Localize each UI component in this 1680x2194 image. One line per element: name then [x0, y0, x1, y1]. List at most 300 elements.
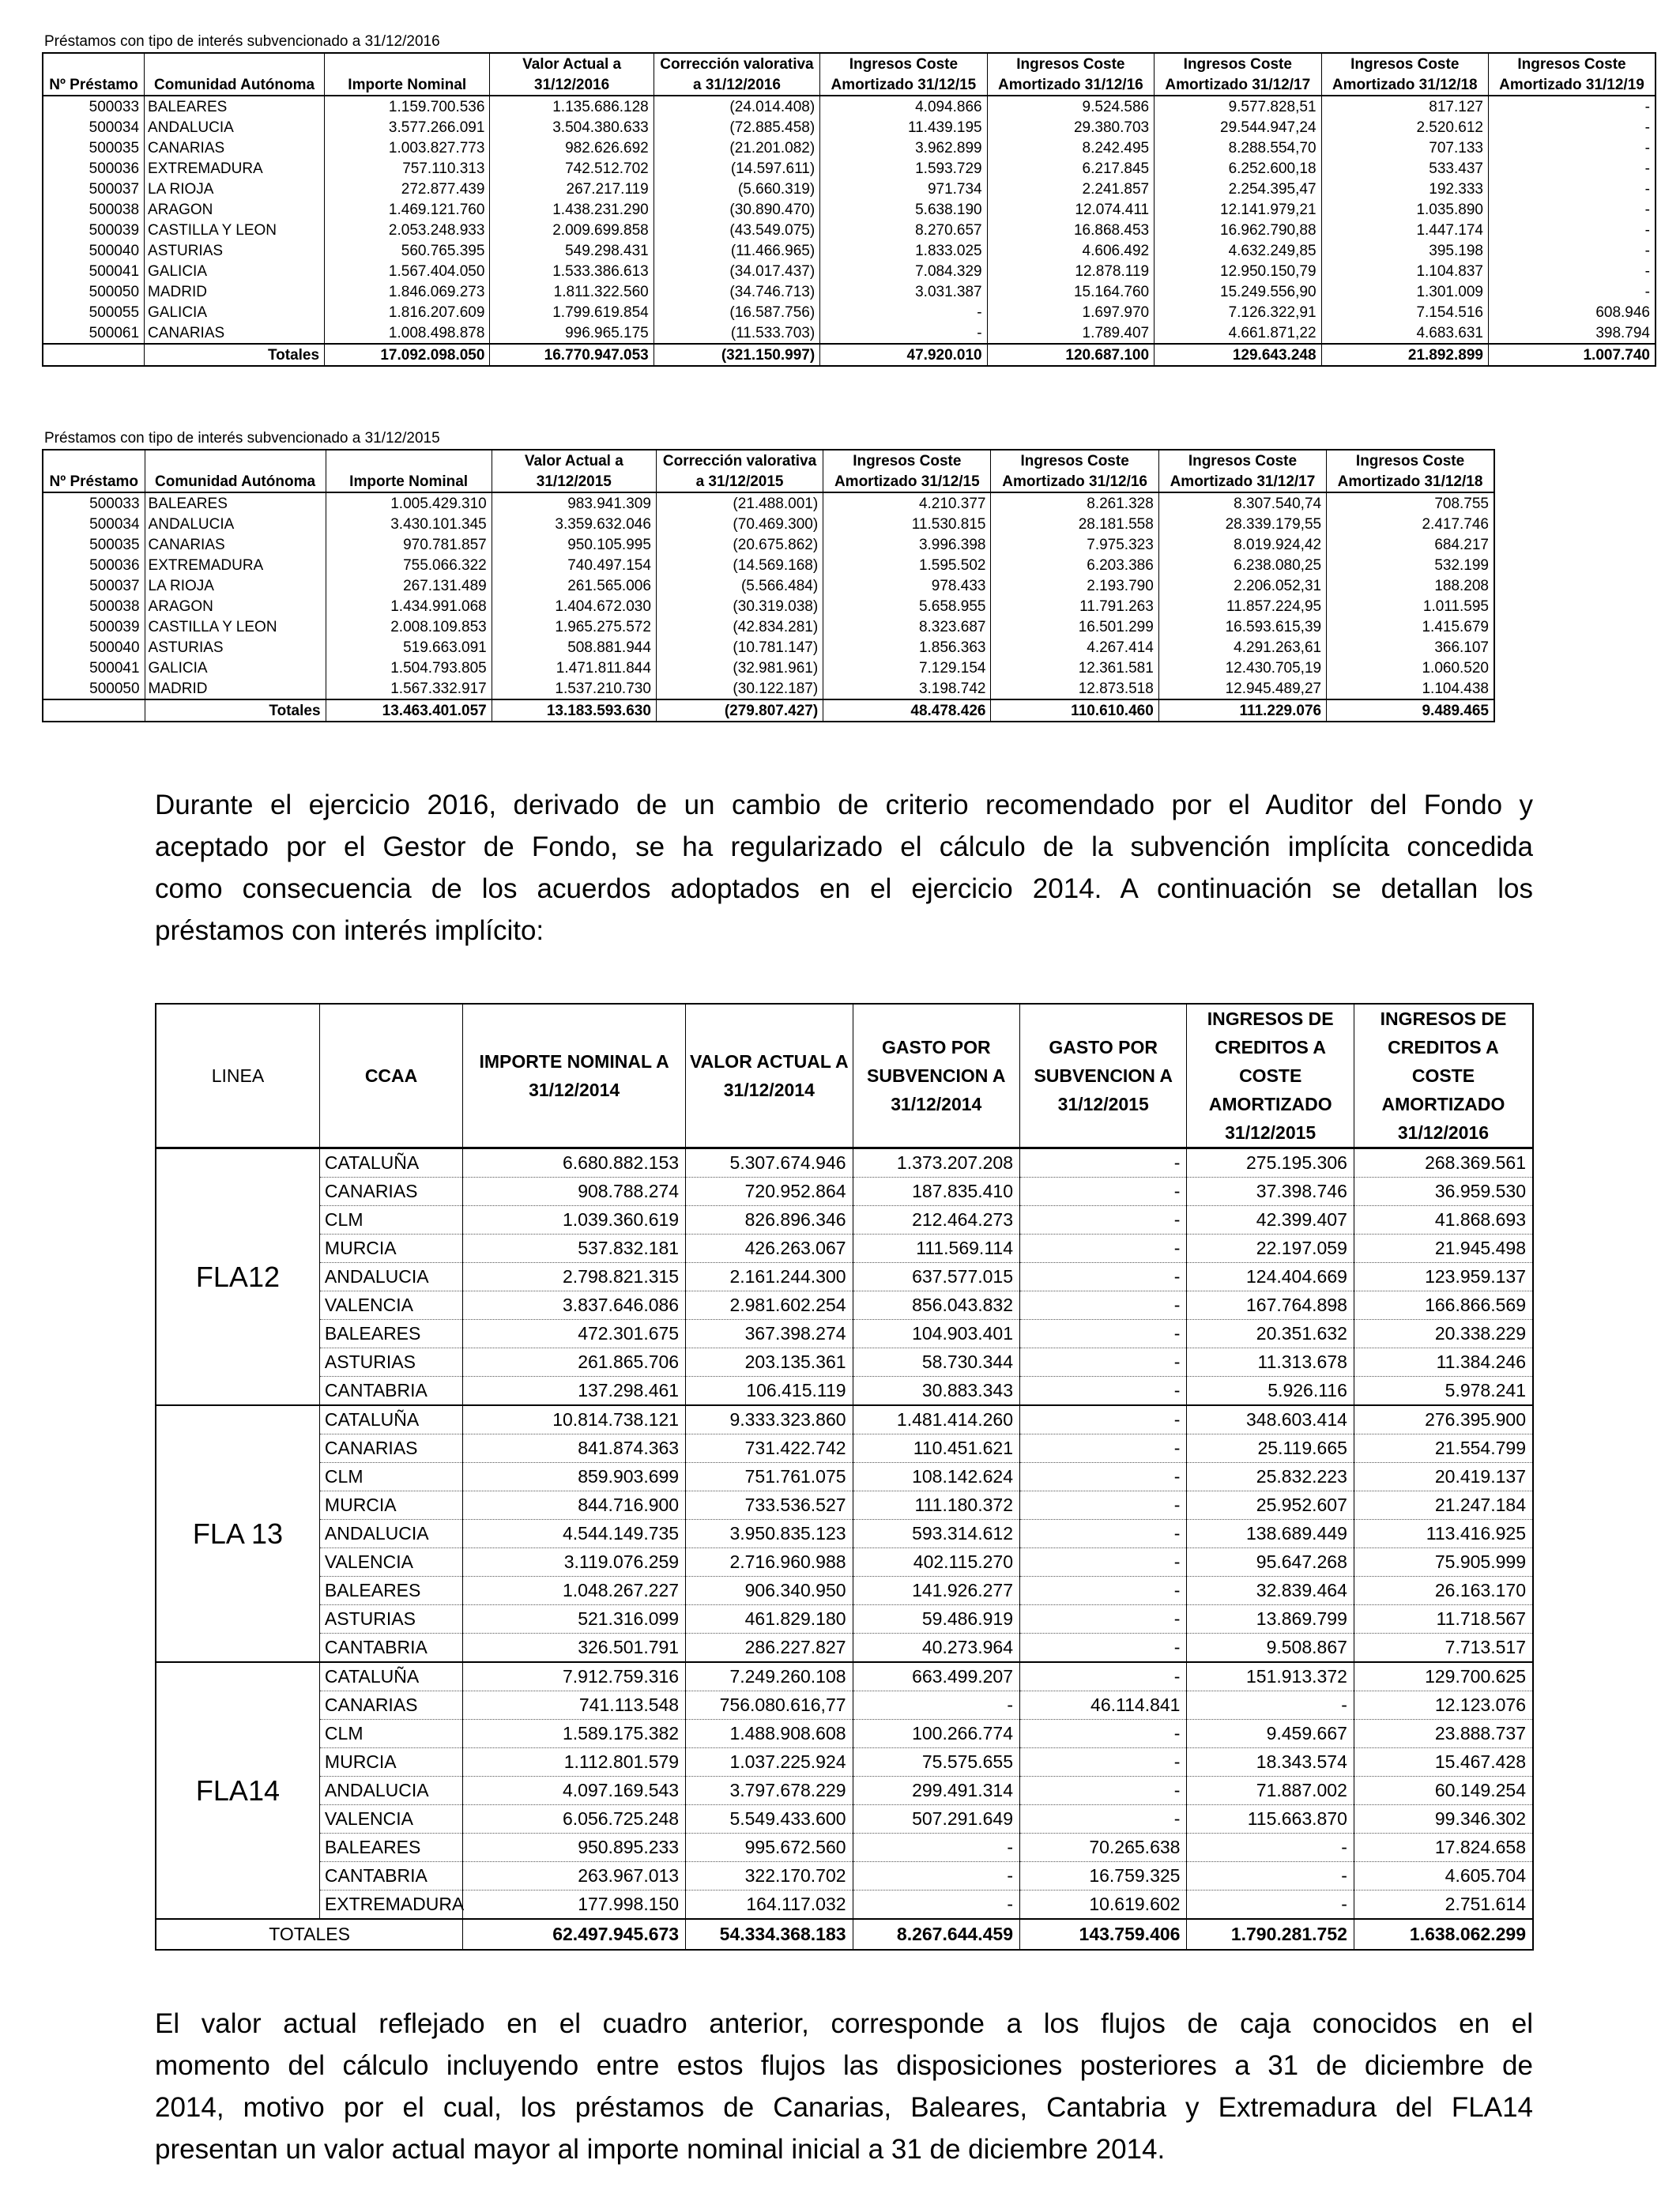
- table-cell: 6.680.882.153: [463, 1148, 686, 1178]
- table-cell: -: [1488, 158, 1656, 179]
- column-header: Amortizado 31/12/17: [1158, 471, 1326, 492]
- table-cell: 950.895.233: [463, 1834, 686, 1862]
- table-cell: 4.097.169.543: [463, 1777, 686, 1805]
- table-cell: 275.195.306: [1187, 1148, 1354, 1178]
- table-cell: 500055: [89, 304, 140, 321]
- column-header-line: 31/12/2016: [1397, 1122, 1490, 1143]
- table-cell: 12.074.411: [987, 199, 1154, 220]
- table-cell: 533.437: [1321, 158, 1488, 179]
- table-cell: 212.464.273: [853, 1206, 1019, 1235]
- table-cell: -: [1488, 138, 1656, 158]
- table-row: [156, 1520, 1533, 1548]
- table-cell: -: [1020, 1320, 1187, 1348]
- column-header: [43, 53, 145, 74]
- line-label: FLA14: [156, 1662, 319, 1919]
- table-cell: VALENCIA: [319, 1548, 462, 1577]
- table-cell: -: [1488, 281, 1656, 302]
- table-cell: 59.486.919: [853, 1605, 1019, 1634]
- table-row: [43, 158, 1656, 179]
- table-cell: CANARIAS: [145, 534, 326, 555]
- column-header: Nº Préstamo: [43, 471, 145, 492]
- table-cell: 2.206.052,31: [1158, 575, 1326, 596]
- table-cell: 299.491.314: [853, 1777, 1019, 1805]
- table-cell: 20.338.229: [1354, 1320, 1533, 1348]
- table-cell: -: [1187, 1691, 1354, 1720]
- table-cell: CATALUÑA: [319, 1405, 462, 1434]
- table-row: [43, 637, 1494, 658]
- table-cell: 3.119.076.259: [463, 1548, 686, 1577]
- table-cell: 2.254.395,47: [1155, 179, 1321, 199]
- table-row: [43, 322, 1656, 344]
- column-header: 31/12/2016: [490, 74, 654, 96]
- totals-cell: 21.892.899: [1321, 344, 1488, 366]
- table-cell: 4.605.704: [1354, 1862, 1533, 1891]
- table-cell: 4.606.492: [987, 240, 1154, 261]
- table-cell: 28.181.558: [991, 514, 1158, 534]
- table-cell: CANARIAS: [319, 1178, 462, 1206]
- table-cell: 472.301.675: [463, 1320, 686, 1348]
- table-row: [156, 1377, 1533, 1406]
- totals-cell: 9.489.465: [1327, 699, 1494, 722]
- column-header: Ingresos Coste: [820, 53, 987, 74]
- table-cell: 1.537.210.730: [492, 678, 656, 699]
- table-cell: 12.945.489,27: [1158, 678, 1326, 699]
- table-cell: -: [1020, 1148, 1187, 1178]
- column-header-line: GASTO POR: [881, 1037, 991, 1057]
- totals-label: TOTALES: [156, 1919, 463, 1950]
- table-cell: 1.005.429.310: [326, 492, 492, 514]
- table-cell: 7.084.329: [820, 261, 987, 281]
- table-cell: 500040: [89, 243, 140, 259]
- table-cell: 15.467.428: [1354, 1748, 1533, 1777]
- table-cell: 164.117.032: [686, 1891, 853, 1920]
- table-cell: 12.361.581: [991, 658, 1158, 678]
- table-cell: 500040: [89, 639, 140, 656]
- table-cell: 106.415.119: [686, 1377, 853, 1406]
- table-cell: -: [1488, 117, 1656, 138]
- totals-spacer: [43, 699, 145, 722]
- table-cell: 608.946: [1488, 302, 1656, 322]
- table-cell: 23.888.737: [1354, 1720, 1533, 1748]
- table-cell: 1.301.009: [1321, 281, 1488, 302]
- table-cell: 1.965.275.572: [492, 616, 656, 637]
- table-cell: 1.159.700.536: [325, 96, 490, 117]
- table-cell: CANARIAS: [145, 322, 325, 344]
- table-cell: -: [853, 1834, 1019, 1862]
- table-row: [43, 575, 1494, 596]
- table-cell: 500039: [89, 619, 140, 635]
- table-cell: 3.797.678.229: [686, 1777, 853, 1805]
- table-cell: ANDALUCIA: [145, 117, 325, 138]
- table-cell: 2.716.960.988: [686, 1548, 853, 1577]
- table-row: [43, 678, 1494, 699]
- column-header: Ingresos Coste: [1155, 53, 1321, 74]
- table-cell: 115.663.870: [1187, 1805, 1354, 1834]
- table-cell: 5.658.955: [823, 596, 991, 616]
- line-label: FLA 13: [156, 1405, 319, 1662]
- table-cell: 707.133: [1321, 138, 1488, 158]
- table-row: [156, 1548, 1533, 1577]
- column-header: Corrección valorativa: [656, 450, 823, 471]
- table-cell: 124.404.669: [1187, 1263, 1354, 1291]
- table-cell: 20.351.632: [1187, 1320, 1354, 1348]
- table-cell: 6.217.845: [987, 158, 1154, 179]
- table-cell: 971.734: [820, 179, 987, 199]
- table-row: [156, 1891, 1533, 1920]
- table-cell: 7.249.260.108: [686, 1662, 853, 1691]
- table-cell: 8.019.924,42: [1158, 534, 1326, 555]
- table-cell: 500034: [89, 516, 140, 533]
- table-cell: 500038: [89, 598, 140, 615]
- table-row: [43, 534, 1494, 555]
- column-header: [145, 450, 326, 471]
- column-header-line: SUBVENCION A: [867, 1065, 1006, 1086]
- column-header: Amortizado 31/12/19: [1488, 74, 1656, 96]
- table-cell: 188.208: [1327, 575, 1494, 596]
- table-cell: 1.816.207.609: [325, 302, 490, 322]
- table-cell: 1.533.386.613: [490, 261, 654, 281]
- table-cell: BALEARES: [319, 1577, 462, 1605]
- table-cell: 11.439.195: [820, 117, 987, 138]
- table-cell: 708.755: [1327, 492, 1494, 514]
- table-cell: 1.567.404.050: [325, 261, 490, 281]
- paragraph-line: 2014, motivo por el cual, los préstamos de Canarias, Baleares, Cantabria y Extremadura del FLA14: [155, 2092, 1533, 2123]
- table-cell: 5.638.190: [820, 199, 987, 220]
- table-cell: 348.603.414: [1187, 1405, 1354, 1434]
- table-cell: 7.975.323: [991, 534, 1158, 555]
- table-cell: -: [1187, 1891, 1354, 1920]
- table-cell: 1.104.837: [1321, 261, 1488, 281]
- table-cell: 8.261.328: [991, 492, 1158, 514]
- table-cell: 740.497.154: [492, 555, 656, 575]
- table-cell: 104.903.401: [853, 1320, 1019, 1348]
- table-cell: -: [1020, 1491, 1187, 1520]
- table-cell: 2.161.244.300: [686, 1263, 853, 1291]
- paragraph-present-value: [155, 2003, 1533, 2170]
- paragraph-line: El valor actual reflejado en el cuadro anterior, corresponde a los flujos de caja conocidos en el: [155, 2008, 1533, 2039]
- column-header: Amortizado 31/12/15: [820, 74, 987, 96]
- table-cell: 8.307.540,74: [1158, 492, 1326, 514]
- header-row: [156, 1004, 1533, 1148]
- column-header: Ingresos Coste: [987, 53, 1154, 74]
- table-cell: 9.459.667: [1187, 1720, 1354, 1748]
- table-cell: 906.340.950: [686, 1577, 853, 1605]
- column-header: Amortizado 31/12/18: [1321, 74, 1488, 96]
- table-cell: 95.647.268: [1187, 1548, 1354, 1577]
- table-cell: BALEARES: [319, 1320, 462, 1348]
- table-cell: 500033: [89, 496, 140, 512]
- column-header: Corrección valorativa: [654, 53, 819, 74]
- table-row: [43, 199, 1656, 220]
- table-cell: 1.504.793.805: [326, 658, 492, 678]
- table-cell: ARAGON: [145, 199, 325, 220]
- table-cell: 25.832.223: [1187, 1463, 1354, 1491]
- table-cell: 17.824.658: [1354, 1834, 1533, 1862]
- column-header-line: CREDITOS A COSTE: [1388, 1037, 1499, 1086]
- table-cell: 25.952.607: [1187, 1491, 1354, 1520]
- totals-cell: 1.790.281.752: [1187, 1919, 1354, 1950]
- column-header-line: AMORTIZADO: [1208, 1094, 1332, 1114]
- table-cell: 1.447.174: [1321, 220, 1488, 240]
- table-cell: 684.217: [1327, 534, 1494, 555]
- table-cell: 2.193.790: [991, 575, 1158, 596]
- header-row: [43, 450, 1494, 471]
- table-cell: 7.713.517: [1354, 1634, 1533, 1663]
- table-cell: ASTURIAS: [145, 637, 326, 658]
- column-header-line: 31/12/2014: [529, 1080, 620, 1100]
- table-cell: 8.242.495: [987, 138, 1154, 158]
- table-cell: CANARIAS: [319, 1434, 462, 1463]
- table-cell: 11.530.815: [823, 514, 991, 534]
- table-cell: 1.104.438: [1327, 678, 1494, 699]
- table-row: [156, 1178, 1533, 1206]
- table-cell: 593.314.612: [853, 1520, 1019, 1548]
- totals-cell: 47.920.010: [820, 344, 987, 366]
- table-cell: -: [1020, 1777, 1187, 1805]
- column-header: Ingresos Coste: [991, 450, 1158, 471]
- column-header: Valor Actual a: [490, 53, 654, 74]
- table-cell: 7.126.322,91: [1155, 302, 1321, 322]
- table-cell: 500041: [89, 263, 140, 280]
- table-cell: 3.837.646.086: [463, 1291, 686, 1320]
- table-cell: 111.180.372: [853, 1491, 1019, 1520]
- table-cell: -: [1020, 1434, 1187, 1463]
- table-cell: BALEARES: [319, 1834, 462, 1862]
- table-cell: (5.566.484): [656, 575, 823, 596]
- table-cell: 12.123.076: [1354, 1691, 1533, 1720]
- table-cell: 982.626.692: [490, 138, 654, 158]
- table-cell: EXTREMADURA: [145, 555, 326, 575]
- table-cell: -: [1020, 1235, 1187, 1263]
- table-cell: -: [853, 1862, 1019, 1891]
- table-cell: CLM: [319, 1463, 462, 1491]
- table-row: [156, 1605, 1533, 1634]
- table-cell: 2.008.109.853: [326, 616, 492, 637]
- totals-cell: 13.183.593.630: [492, 699, 656, 722]
- table-cell: 3.359.632.046: [492, 514, 656, 534]
- table-row: [43, 220, 1656, 240]
- totals-cell: 62.497.945.673: [463, 1919, 686, 1950]
- table-row: [43, 240, 1656, 261]
- table-cell: 841.874.363: [463, 1434, 686, 1463]
- table-cell: 996.965.175: [490, 322, 654, 344]
- table-cell: 500036: [89, 160, 140, 177]
- table-cell: 4.291.263,61: [1158, 637, 1326, 658]
- table-cell: CATALUÑA: [319, 1662, 462, 1691]
- table-cell: 500050: [89, 284, 140, 300]
- table-cell: -: [1187, 1834, 1354, 1862]
- table-cell: (5.660.319): [654, 179, 819, 199]
- table-cell: CLM: [319, 1206, 462, 1235]
- column-header: Amortizado 31/12/16: [991, 471, 1158, 492]
- totals-label: Totales: [145, 699, 326, 722]
- table-cell: 75.575.655: [853, 1748, 1019, 1777]
- table-cell: 3.504.380.633: [490, 117, 654, 138]
- table-cell: 1.469.121.760: [325, 199, 490, 220]
- table-cell: (32.981.961): [656, 658, 823, 678]
- column-header-line: VALOR ACTUAL A: [690, 1051, 849, 1072]
- table-cell: 12.141.979,21: [1155, 199, 1321, 220]
- table-cell: -: [1187, 1862, 1354, 1891]
- column-header: [319, 1004, 462, 1148]
- column-header: [145, 53, 325, 74]
- table-cell: 2.053.248.933: [325, 220, 490, 240]
- column-header: [326, 450, 492, 471]
- table-cell: (11.533.703): [654, 322, 819, 344]
- table-cell: 500036: [89, 557, 140, 574]
- table-cell: 9.333.323.860: [686, 1405, 853, 1434]
- table-cell: 58.730.344: [853, 1348, 1019, 1377]
- table-cell: 286.227.827: [686, 1634, 853, 1663]
- table-cell: 500037: [89, 181, 140, 198]
- table-cell: 12.878.119: [987, 261, 1154, 281]
- table-row: [43, 117, 1656, 138]
- table-cell: 32.839.464: [1187, 1577, 1354, 1605]
- table-cell: 16.962.790,88: [1155, 220, 1321, 240]
- table-cell: 983.941.309: [492, 492, 656, 514]
- table-cell: (43.549.075): [654, 220, 819, 240]
- table-cell: 108.142.624: [853, 1463, 1019, 1491]
- table-cell: -: [1020, 1634, 1187, 1663]
- table-cell: 12.430.705,19: [1158, 658, 1326, 678]
- table-cell: 166.866.569: [1354, 1291, 1533, 1320]
- table-cell: 167.764.898: [1187, 1291, 1354, 1320]
- table-row: [43, 179, 1656, 199]
- table-cell: 42.399.407: [1187, 1206, 1354, 1235]
- table-cell: 2.241.857: [987, 179, 1154, 199]
- table-cell: 261.565.006: [492, 575, 656, 596]
- table-cell: GALICIA: [145, 658, 326, 678]
- table-cell: 41.868.693: [1354, 1206, 1533, 1235]
- column-header-line: INGRESOS DE: [1380, 1008, 1507, 1029]
- paragraph-line: momento del cálculo incluyendo entre estos flujos las disposiciones posteriores a 31 de diciembre de: [155, 2050, 1533, 2081]
- table-cell: 12.950.150,79: [1155, 261, 1321, 281]
- table-row: [43, 492, 1494, 514]
- table-cell: 267.217.119: [490, 179, 654, 199]
- table-cell: 113.416.925: [1354, 1520, 1533, 1548]
- column-header-line: 31/12/2014: [723, 1080, 815, 1100]
- table-cell: -: [1020, 1662, 1187, 1691]
- column-header: [1354, 1004, 1533, 1148]
- line-label: FLA12: [156, 1148, 319, 1406]
- table-cell: 856.043.832: [853, 1291, 1019, 1320]
- table-cell: 100.266.774: [853, 1720, 1019, 1748]
- table-cell: 1.434.991.068: [326, 596, 492, 616]
- table-cell: 8.270.657: [820, 220, 987, 240]
- table-cell: 21.554.799: [1354, 1434, 1533, 1463]
- table-row: [156, 1235, 1533, 1263]
- table-cell: VALENCIA: [319, 1291, 462, 1320]
- table-row: [43, 596, 1494, 616]
- table-cell: 4.267.414: [991, 637, 1158, 658]
- table-cell: -: [1020, 1720, 1187, 1748]
- table-cell: 500034: [89, 119, 140, 136]
- table-cell: (10.781.147): [656, 637, 823, 658]
- table-row: [156, 1405, 1533, 1434]
- table-cell: 8.288.554,70: [1155, 138, 1321, 158]
- column-header: [1020, 1004, 1187, 1148]
- table-cell: 15.164.760: [987, 281, 1154, 302]
- table-cell: 137.298.461: [463, 1377, 686, 1406]
- table-cell: -: [1020, 1263, 1187, 1291]
- table-row: [43, 138, 1656, 158]
- table-cell: (30.319.038): [656, 596, 823, 616]
- table-cell: 138.689.449: [1187, 1520, 1354, 1548]
- column-header: a 31/12/2016: [654, 74, 819, 96]
- column-header: Ingresos Coste: [1158, 450, 1326, 471]
- table-cell: 268.369.561: [1354, 1148, 1533, 1178]
- table-cell: (21.488.001): [656, 492, 823, 514]
- column-header-line: IMPORTE NOMINAL A: [479, 1051, 669, 1072]
- table-cell: (20.675.862): [656, 534, 823, 555]
- table-cell: 11.718.567: [1354, 1605, 1533, 1634]
- table-cell: 521.316.099: [463, 1605, 686, 1634]
- table-cell: 1.037.225.924: [686, 1748, 853, 1777]
- table-cell: 741.113.548: [463, 1691, 686, 1720]
- table-cell: 276.395.900: [1354, 1405, 1533, 1434]
- table-cell: 532.199: [1327, 555, 1494, 575]
- table-cell: 326.501.791: [463, 1634, 686, 1663]
- table-row: [156, 1291, 1533, 1320]
- table-2015-caption: Préstamos con tipo de interés subvencionado a 31/12/2015: [44, 430, 440, 447]
- table-cell: VALENCIA: [319, 1805, 462, 1834]
- table-cell: -: [1020, 1520, 1187, 1548]
- column-header: Ingresos Coste: [823, 450, 991, 471]
- table-cell: 3.198.742: [823, 678, 991, 699]
- table-cell: 151.913.372: [1187, 1662, 1354, 1691]
- table-cell: 757.110.313: [325, 158, 490, 179]
- column-header: Amortizado 31/12/17: [1155, 74, 1321, 96]
- table-cell: 500035: [89, 537, 140, 553]
- table-cell: 1.567.332.917: [326, 678, 492, 699]
- paragraph-regularization: [155, 784, 1533, 952]
- table-cell: 261.865.706: [463, 1348, 686, 1377]
- table-cell: -: [853, 1891, 1019, 1920]
- column-header: [325, 53, 490, 74]
- column-header: Amortizado 31/12/15: [823, 471, 991, 492]
- table-cell: 60.149.254: [1354, 1777, 1533, 1805]
- column-header-line: 31/12/2015: [1057, 1094, 1149, 1114]
- table-cell: 500039: [89, 222, 140, 239]
- column-header: [686, 1004, 853, 1148]
- column-header: Amortizado 31/12/16: [987, 74, 1154, 96]
- table-cell: 844.716.900: [463, 1491, 686, 1520]
- table-cell: (30.122.187): [656, 678, 823, 699]
- table-cell: 263.967.013: [463, 1862, 686, 1891]
- table-cell: 5.307.674.946: [686, 1148, 853, 1178]
- table-row: [156, 1777, 1533, 1805]
- header-row: [43, 74, 1656, 96]
- table-cell: 1.112.801.579: [463, 1748, 686, 1777]
- table-cell: 395.198: [1321, 240, 1488, 261]
- table-cell: 1.856.363: [823, 637, 991, 658]
- table-cell: 11.857.224,95: [1158, 596, 1326, 616]
- table-cell: (14.569.168): [656, 555, 823, 575]
- table-cell: 537.832.181: [463, 1235, 686, 1263]
- table-cell: 519.663.091: [326, 637, 492, 658]
- table-cell: MADRID: [145, 678, 326, 699]
- table-cell: 10.619.602: [1020, 1891, 1187, 1920]
- column-header-line: CREDITOS A COSTE: [1215, 1037, 1326, 1086]
- table-cell: 500035: [89, 140, 140, 156]
- header-row: [43, 471, 1494, 492]
- column-header: [463, 1004, 686, 1148]
- table-row: [156, 1491, 1533, 1520]
- table-cell: 461.829.180: [686, 1605, 853, 1634]
- column-header-line: CCAA: [364, 1065, 418, 1086]
- table-cell: 950.105.995: [492, 534, 656, 555]
- table-row: [156, 1662, 1533, 1691]
